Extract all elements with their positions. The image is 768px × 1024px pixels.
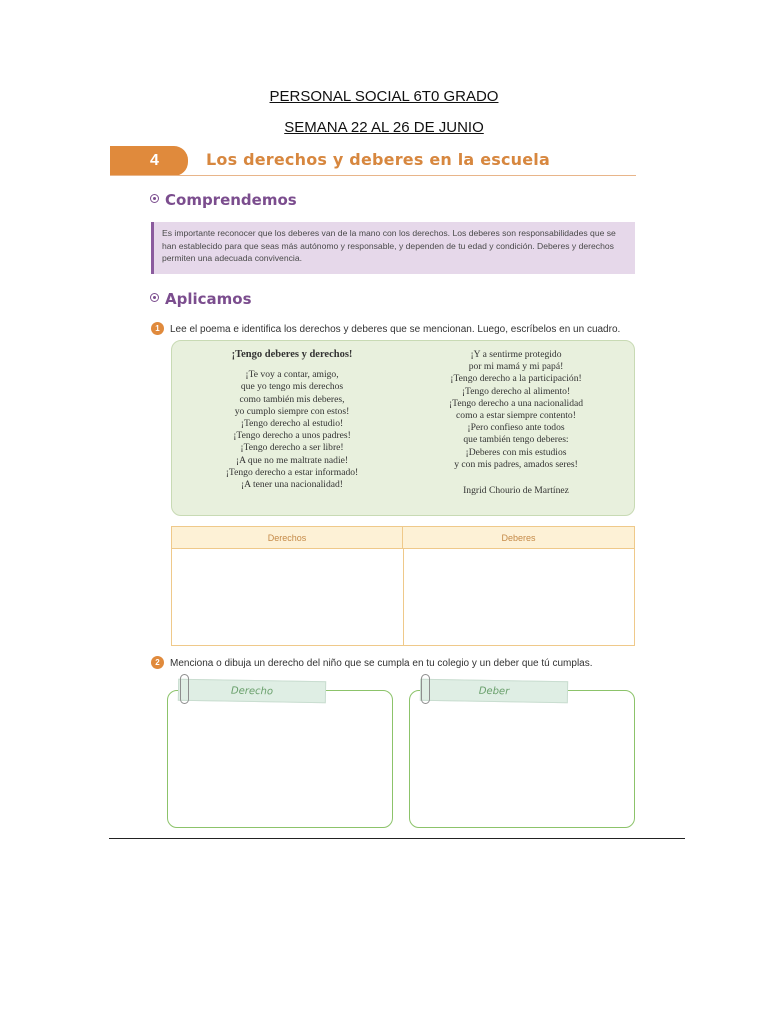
poem-line: ¡Tengo derecho a ser libre!	[240, 442, 344, 454]
poem-line: ¡Y a sentirme protegido	[470, 349, 562, 360]
lesson-title: Los derechos y deberes en la escuela	[206, 150, 550, 169]
poem-line: ¡Tengo derecho a la participación!	[450, 373, 582, 385]
poem-line: como a estar siempre contento!	[456, 410, 576, 422]
poem-line: ¡Pero confieso ante todos	[467, 422, 565, 434]
poem-line: ¡Tengo derecho a estar informado!	[225, 466, 359, 478]
document-title: PERSONAL SOCIAL 6T0 GRADO	[269, 88, 499, 105]
table-divider	[403, 549, 404, 645]
intro-text-box: Es importante reconocer que los deberes van de la mano con los derechos. Los deberes son responsabilidades que se han establecido para que seas más autónomo y responsable, y dependen de tu edad y condición. Deberes y derechos permiten una adecuada convivencia.	[151, 222, 635, 274]
poem-right-column	[416, 349, 616, 471]
question-number-badge: 2	[151, 656, 164, 669]
deber-card	[409, 690, 635, 828]
poem-line: como también mis deberes,	[239, 393, 345, 405]
poem-line: que yo tengo mis derechos	[240, 381, 344, 393]
poem-box	[171, 340, 635, 516]
question-number-badge: 1	[151, 322, 164, 335]
poem-line: ¡Tengo derecho al alimento!	[461, 385, 571, 397]
section-aplicamos-label: Aplicamos	[165, 290, 252, 308]
lesson-number-badge: 4	[110, 146, 188, 176]
paperclip-icon	[180, 674, 189, 704]
poem-line: y con mis padres, amados seres!	[454, 458, 578, 470]
poem-title: ¡Tengo deberes y derechos!	[231, 349, 353, 360]
table-header-derechos: Derechos	[172, 527, 403, 549]
bullet-icon	[150, 293, 159, 302]
question-2-text: Menciona o dibuja un derecho del niño que se cumpla en tu colegio y un deber que tú cumplas.	[170, 658, 593, 669]
paperclip-icon	[421, 674, 430, 704]
poem-line: ¡A que no me maltrate nadie!	[235, 454, 349, 466]
derecho-card	[167, 690, 393, 828]
poem-author: Ingrid Chourio de Martínez	[463, 485, 569, 496]
table-header-deberes: Deberes	[403, 527, 634, 549]
poem-line: por mi mamá y mi papá!	[468, 361, 564, 373]
question-1-text: Lee el poema e identifica los derechos y deberes que se mencionan. Luego, escríbelos en un cuadro.	[170, 324, 621, 335]
poem-line: que también tengo deberes:	[463, 434, 569, 446]
poem-line: ¡Tengo derecho al estudio!	[240, 418, 344, 430]
question-1	[151, 322, 620, 335]
bullet-icon	[150, 194, 159, 203]
poem-line: ¡Te voy a contar, amigo,	[245, 369, 339, 381]
document-subtitle: SEMANA 22 AL 26 DE JUNIO	[284, 119, 484, 136]
poem-line: ¡Tengo derecho a una nacionalidad	[448, 397, 584, 409]
deber-card-label: Deber	[420, 679, 568, 704]
question-2	[151, 656, 593, 669]
poem-line: ¡A tener una nacionalidad!	[240, 479, 344, 491]
section-aplicamos	[150, 290, 252, 308]
section-comprendemos-label: Comprendemos	[165, 191, 297, 209]
poem-line: ¡Tengo derecho a unos padres!	[233, 430, 351, 442]
section-comprendemos	[150, 191, 297, 209]
derecho-card-label: Derecho	[178, 679, 326, 704]
poem-left-column	[192, 349, 392, 491]
answer-table	[171, 526, 635, 646]
poem-line: ¡Deberes con mis estudios	[465, 446, 567, 458]
footer-rule	[109, 838, 685, 839]
banner-divider	[110, 175, 636, 176]
poem-line: yo cumplo siempre con estos!	[234, 405, 350, 417]
